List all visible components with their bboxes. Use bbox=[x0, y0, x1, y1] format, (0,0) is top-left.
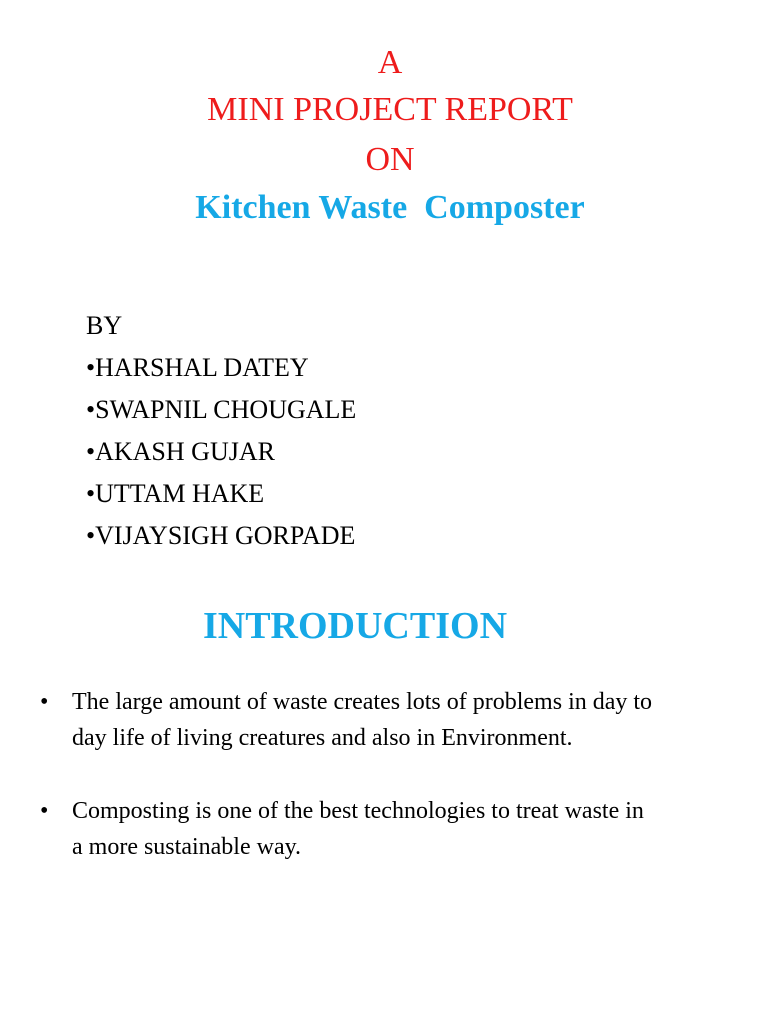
introduction-bullet-list bbox=[40, 684, 660, 865]
bullet-text: The large amount of waste creates lots of problems in day to day life of living creatures and also in Environment. bbox=[72, 689, 653, 751]
bullet-item bbox=[40, 793, 660, 865]
title-line-a: A bbox=[377, 44, 403, 81]
title-line-on: ON bbox=[365, 141, 415, 178]
author-item: •HARSHAL DATEY bbox=[86, 353, 309, 382]
bullet-item bbox=[40, 684, 660, 756]
project-title: Kitchen Waste Composter bbox=[195, 189, 585, 226]
author-item: •SWAPNIL CHOUGALE bbox=[86, 395, 357, 424]
bullet-icon: • bbox=[40, 798, 49, 824]
author-item: •VIJAYSIGH GORPADE bbox=[86, 521, 356, 550]
report-type-title: MINI PROJECT REPORT bbox=[207, 91, 573, 128]
author-item: •AKASH GUJAR bbox=[86, 437, 275, 466]
bullet-text: Composting is one of the best technologies to treat waste in a more sustainable way. bbox=[72, 798, 644, 860]
author-list bbox=[86, 305, 356, 557]
bullet-icon: • bbox=[40, 689, 49, 715]
by-label: BY bbox=[86, 311, 123, 340]
author-item: •UTTAM HAKE bbox=[86, 479, 265, 508]
introduction-slide bbox=[0, 560, 768, 1024]
introduction-heading: INTRODUCTION bbox=[202, 605, 508, 647]
